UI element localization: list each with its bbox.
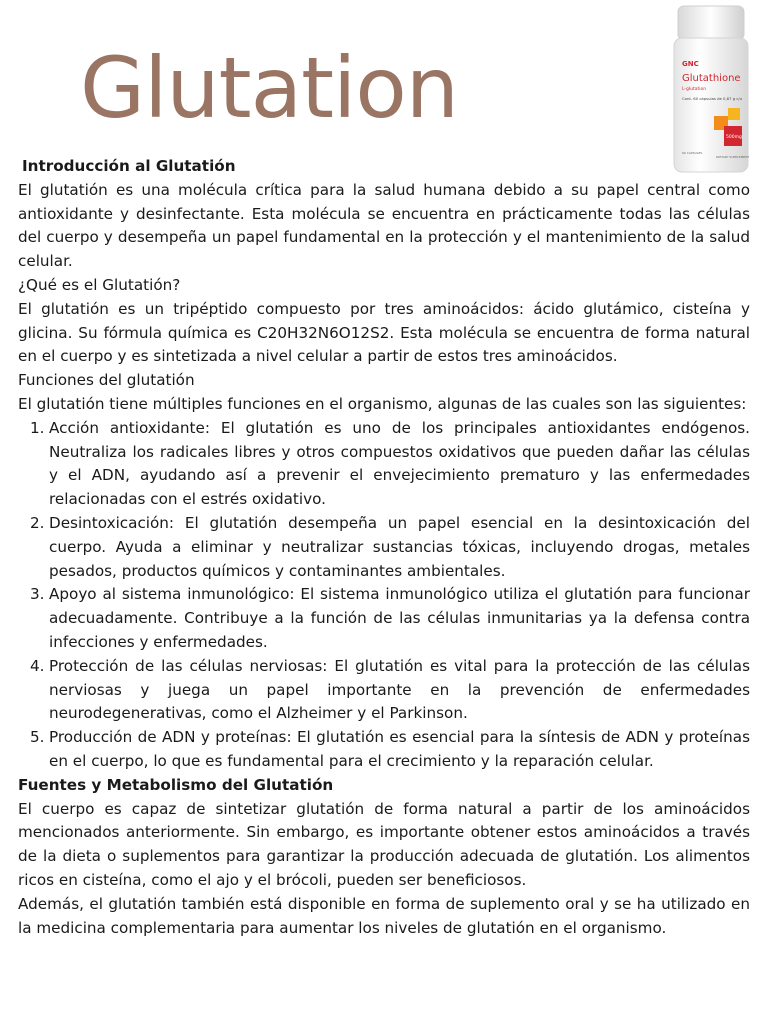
list-item <box>18 417 750 512</box>
list-text: Protección de las células nerviosas: El glutatión es vital para la protección de las células nerviosas y juega un papel importante en la prevención de enfermedades neurodegenerativas, como el Alzheimer y el Parkinson. <box>49 656 750 723</box>
list-number: 5. <box>30 728 45 747</box>
supplement-bottle-image <box>668 4 754 176</box>
bottle-footer-left: 60 CAPSULES <box>682 151 703 155</box>
list-number: 4. <box>30 656 45 675</box>
bottle-subname: L-glutation <box>682 87 707 92</box>
sources-heading: Fuentes y Metabolismo del Glutatión <box>18 775 334 794</box>
list-text: Acción antioxidante: El glutatión es uno de los principales antioxidantes endógenos. Neutraliza los radicales libres y otros compuestos oxidativos que pueden dañar las células y el ADN, ayudando así a prevenir el envejecimiento prematuro y las enfermedades relacionadas con el estrés oxidativo. <box>49 418 750 509</box>
article-body <box>18 155 750 940</box>
bottle-detail: Cont. 60 cápsulas de 0,87 g c/u <box>682 96 743 101</box>
sources-paragraph: El cuerpo es capaz de sintetizar glutatión de forma natural a partir de los aminoácidos mencionados anteriormente. Sin embargo, es importante obtener estos aminoácidos a través de la dieta o suplementos para garantizar la producción adecuada de glutatión. Los alimentos ricos en cisteína, como el ajo y el brócoli, pueden ser beneficiosos. <box>18 799 750 889</box>
list-item <box>18 512 750 583</box>
list-number: 3. <box>30 585 45 604</box>
supplement-paragraph: Además, el glutatión también está disponible en forma de suplemento oral y se ha utilizado en la medicina complementaria para aumentar los niveles de glutatión en el organismo. <box>18 894 750 937</box>
functions-heading: Funciones del glutatión <box>18 371 195 390</box>
list-number: 1. <box>30 418 45 437</box>
functions-list <box>18 417 750 774</box>
list-number: 2. <box>30 513 45 532</box>
list-text: Producción de ADN y proteínas: El glutatión es esencial para la síntesis de ADN y proteínas en el cuerpo, lo que es fundamental para el crecimiento y la reparación celular. <box>49 728 750 770</box>
what-paragraph: El glutatión es un tripéptido compuesto por tres aminoácidos: ácido glutámico, cisteína y glicina. Su fórmula química es C20H32N6O12S2. Esta molécula se encuentra de forma natural en el cuerpo y es sintetizada a nivel celular a partir de estos tres aminoácidos. <box>18 299 750 366</box>
bottle-dose: 500mg <box>726 135 742 140</box>
page-title: Glutation <box>80 39 458 137</box>
what-heading: ¿Qué es el Glutatión? <box>18 275 181 294</box>
intro-paragraph: El glutatión es una molécula crítica para la salud humana debido a su papel central como antioxidante y desinfectante. Esta molécula se encuentra en prácticamente todas las células del cuerpo y desempeña un papel fundamental en la protección y el mantenimiento de la salud celular. <box>18 180 750 271</box>
list-item <box>18 655 750 726</box>
list-item <box>18 583 750 654</box>
list-text: Desintoxicación: El glutatión desempeña un papel esencial en la desintoxicación del cuerpo. Ayuda a eliminar y neutralizar sustancias tóxicas, incluyendo drogas, metales pesados, productos químicos y contaminantes ambientales. <box>49 513 750 580</box>
bottle-footer-right: DIETARY SUPPLEMENT <box>716 155 750 159</box>
bottle-product-name: Glutathione <box>682 73 741 84</box>
list-item <box>18 726 750 774</box>
bottle-brand: GNC <box>682 60 699 68</box>
list-text: Apoyo al sistema inmunológico: El sistema inmunológico utiliza el glutatión para funcionar adecuadamente. Contribuye a la función de las células inmunitarias ya la defensa contra infecciones y enfermedades. <box>49 585 750 651</box>
intro-heading: Introducción al Glutatión <box>22 157 236 175</box>
functions-intro: El glutatión tiene múltiples funciones en el organismo, algunas de las cuales son las siguientes: <box>18 394 747 413</box>
